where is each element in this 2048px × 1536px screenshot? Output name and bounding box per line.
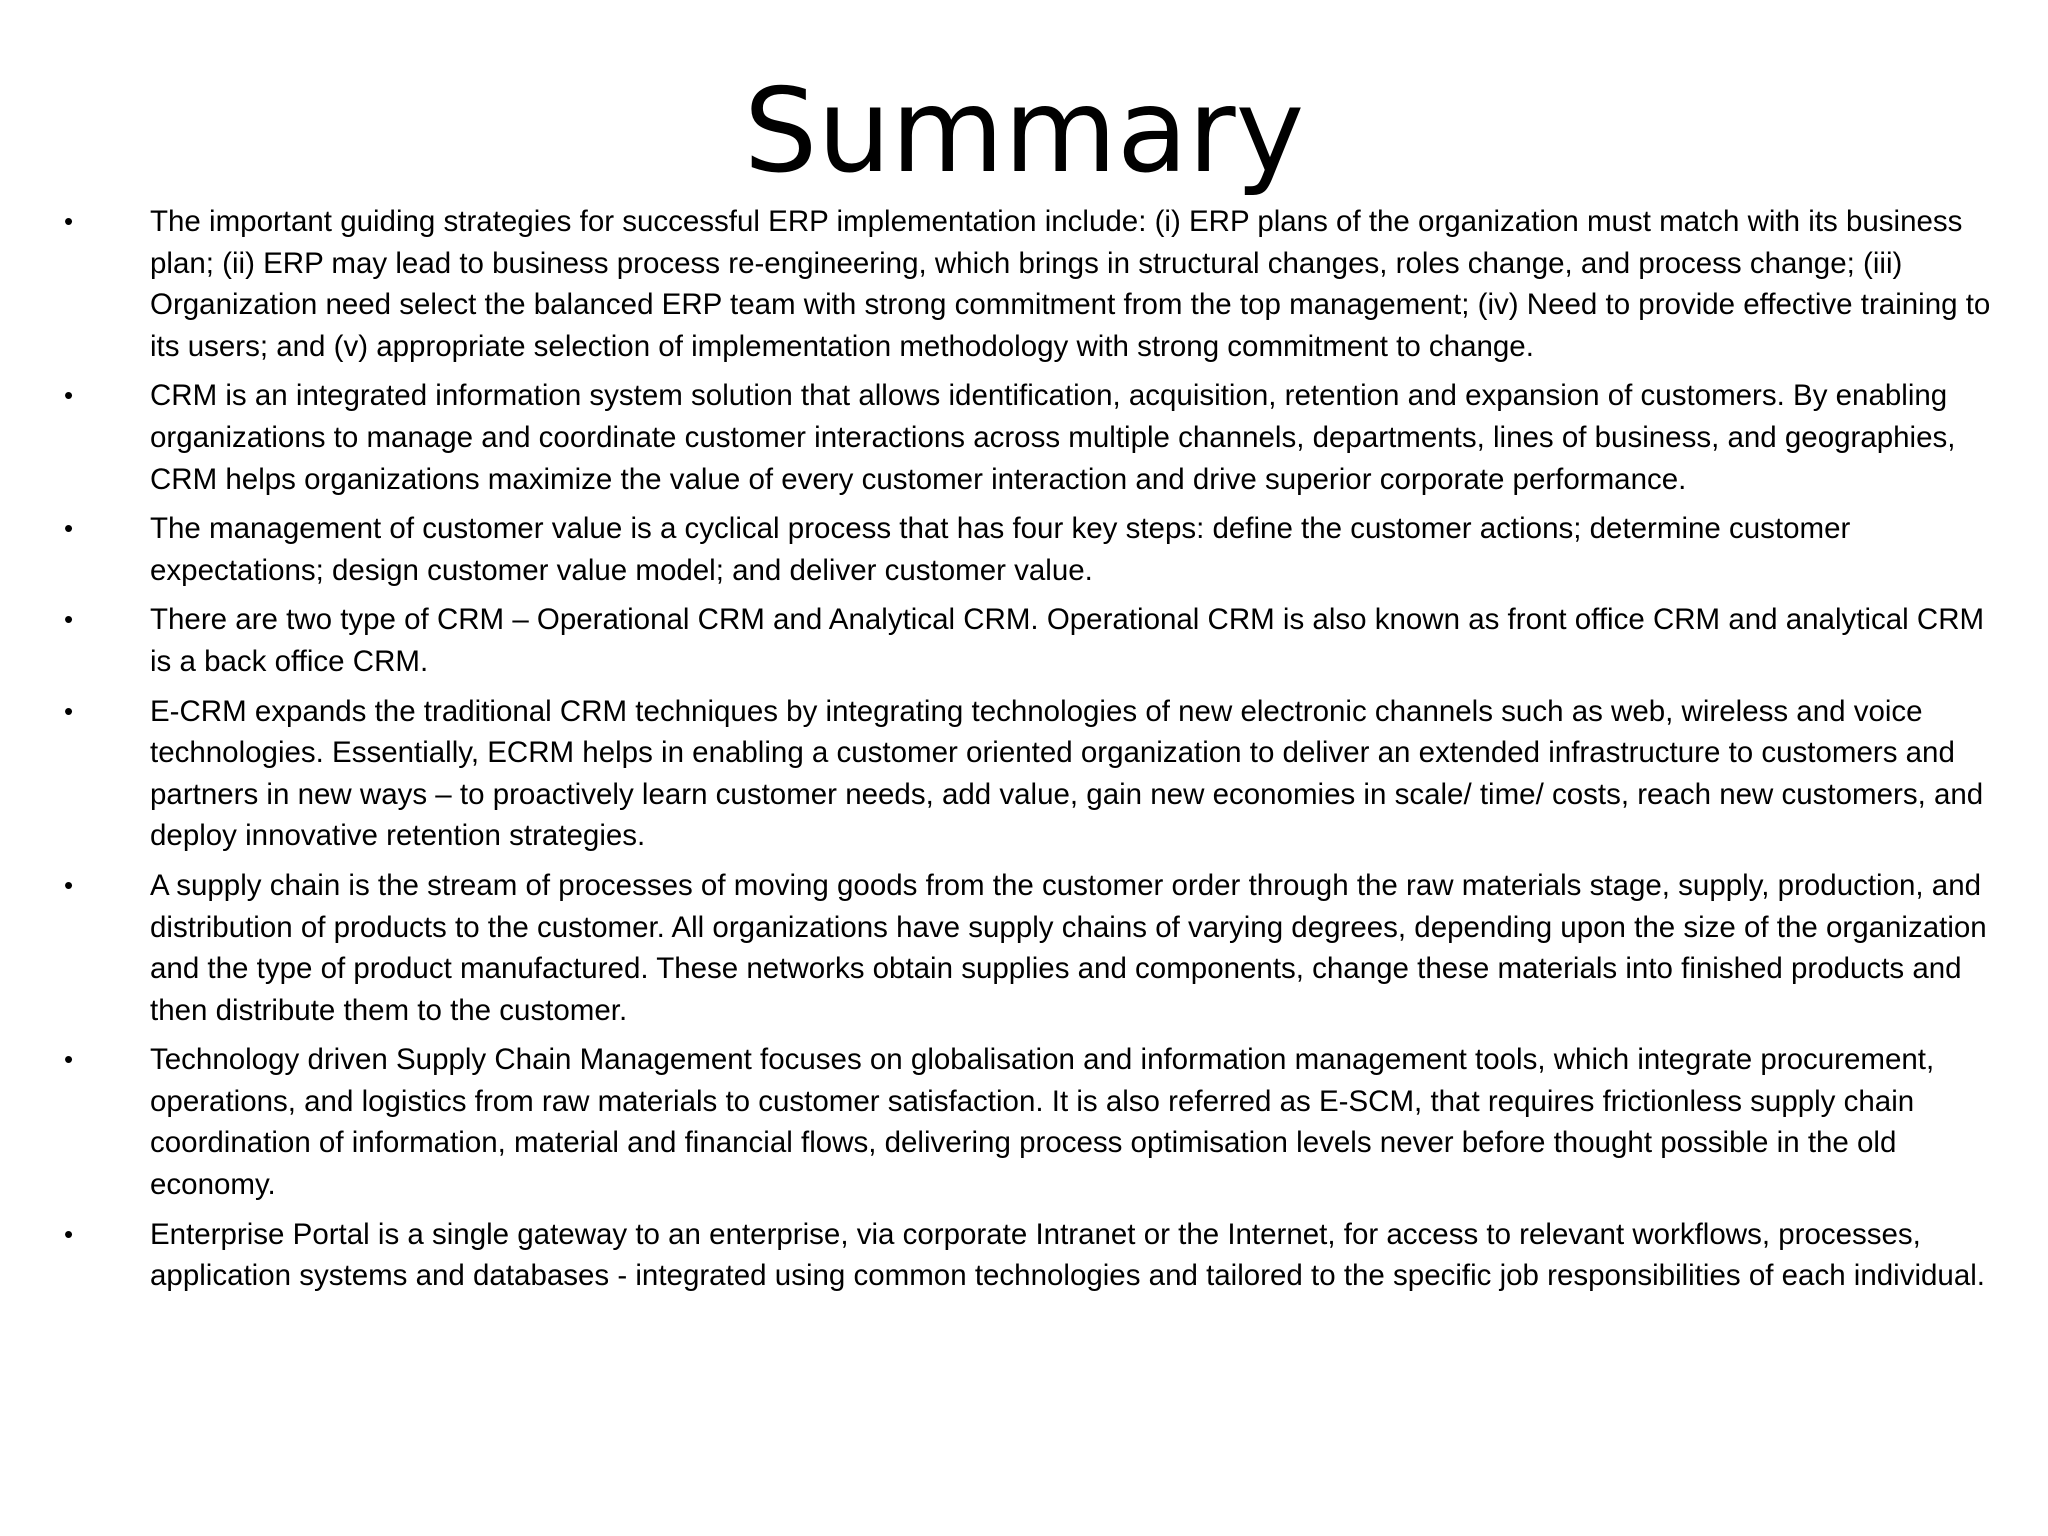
bullet-icon: •	[64, 604, 74, 635]
bullet-text: E-CRM expands the traditional CRM techniques by integrating technologies of new electronic channels such as web, wireless and voice technologies. Essentially, ECRM helps in enabling a customer oriented organization to deliver an extended infrastructure to customers and partners in new ways – to proactively learn customer needs, add value, gain new economies in scale/ time/ costs, reach new customers, and deploy innovative retention strategies.	[150, 694, 1984, 853]
bullet-text: There are two type of CRM – Operational CRM and Analytical CRM. Operational CRM is also known as front office CRM and analytical CRM is a back office CRM.	[150, 603, 1985, 678]
bullet-icon: •	[64, 1218, 74, 1249]
bullet-text: The management of customer value is a cyclical process that has four key steps: define the customer actions; determine customer expectations; design customer value model; and deliver customer value.	[150, 512, 1851, 587]
bullet-item-supply-chain	[64, 865, 2012, 1031]
bullet-text: The important guiding strategies for successful ERP implementation include: (i) ERP plans of the organization must match with its business plan; (ii) ERP may lead to business process re-engineering, which brings in structural changes, roles change, and process change; (iii) Organization need select the balanced ERP team with strong commitment from the top management; (iv) Need to provide effective training to its users; and (v) appropriate selection of implementation methodology with strong commitment to change.	[150, 205, 1991, 363]
bullet-icon: •	[64, 380, 74, 411]
bullet-icon: •	[64, 695, 74, 726]
bullet-item-escm	[64, 1039, 2012, 1205]
summary-bullet-list	[64, 201, 2012, 1305]
bullet-icon: •	[64, 1044, 74, 1075]
bullet-item-customer-value	[64, 508, 2012, 591]
bullet-text: CRM is an integrated information system solution that allows identification, acquisition, retention and expansion of customers. By enabling organizations to manage and coordinate customer interactions across multiple channels, departments, lines of business, and geographies, CRM helps organizations maximize the value of every customer interaction and drive superior corporate performance.	[150, 379, 1956, 496]
bullet-item-crm-types	[64, 599, 2012, 682]
bullet-icon: •	[64, 513, 74, 544]
bullet-item-ecrm	[64, 691, 2012, 857]
bullet-icon: •	[64, 869, 74, 900]
bullet-item-crm-definition	[64, 375, 2012, 500]
bullet-item-enterprise-portal	[64, 1214, 2012, 1297]
bullet-text: Technology driven Supply Chain Management focuses on globalisation and information management tools, which integrate procurement, operations, and logistics from raw materials to customer satisfaction. It is also referred as E-SCM, that requires frictionless supply chain coordination of information, material and financial flows, delivering process optimisation levels never before thought possible in the old economy.	[150, 1043, 1935, 1202]
bullet-text: Enterprise Portal is a single gateway to an enterprise, via corporate Intranet or the Internet, for access to relevant workflows, processes, application systems and databases - integrated using common technologies and tailored to the specific job responsibilities of each individual.	[150, 1217, 1985, 1293]
slide-title: Summary	[743, 64, 1305, 199]
bullet-icon: •	[64, 206, 74, 236]
bullet-text: A supply chain is the stream of processes of moving goods from the customer order through the raw materials stage, supply, production, and distribution of products to the customer. All organizations have supply chains of varying degrees, depending upon the size of the organization and the type of product manufactured. These networks obtain supplies and components, change these materials into finished products and then distribute them to the customer.	[150, 868, 1987, 1027]
bullet-item-erp-strategies	[64, 201, 2012, 367]
